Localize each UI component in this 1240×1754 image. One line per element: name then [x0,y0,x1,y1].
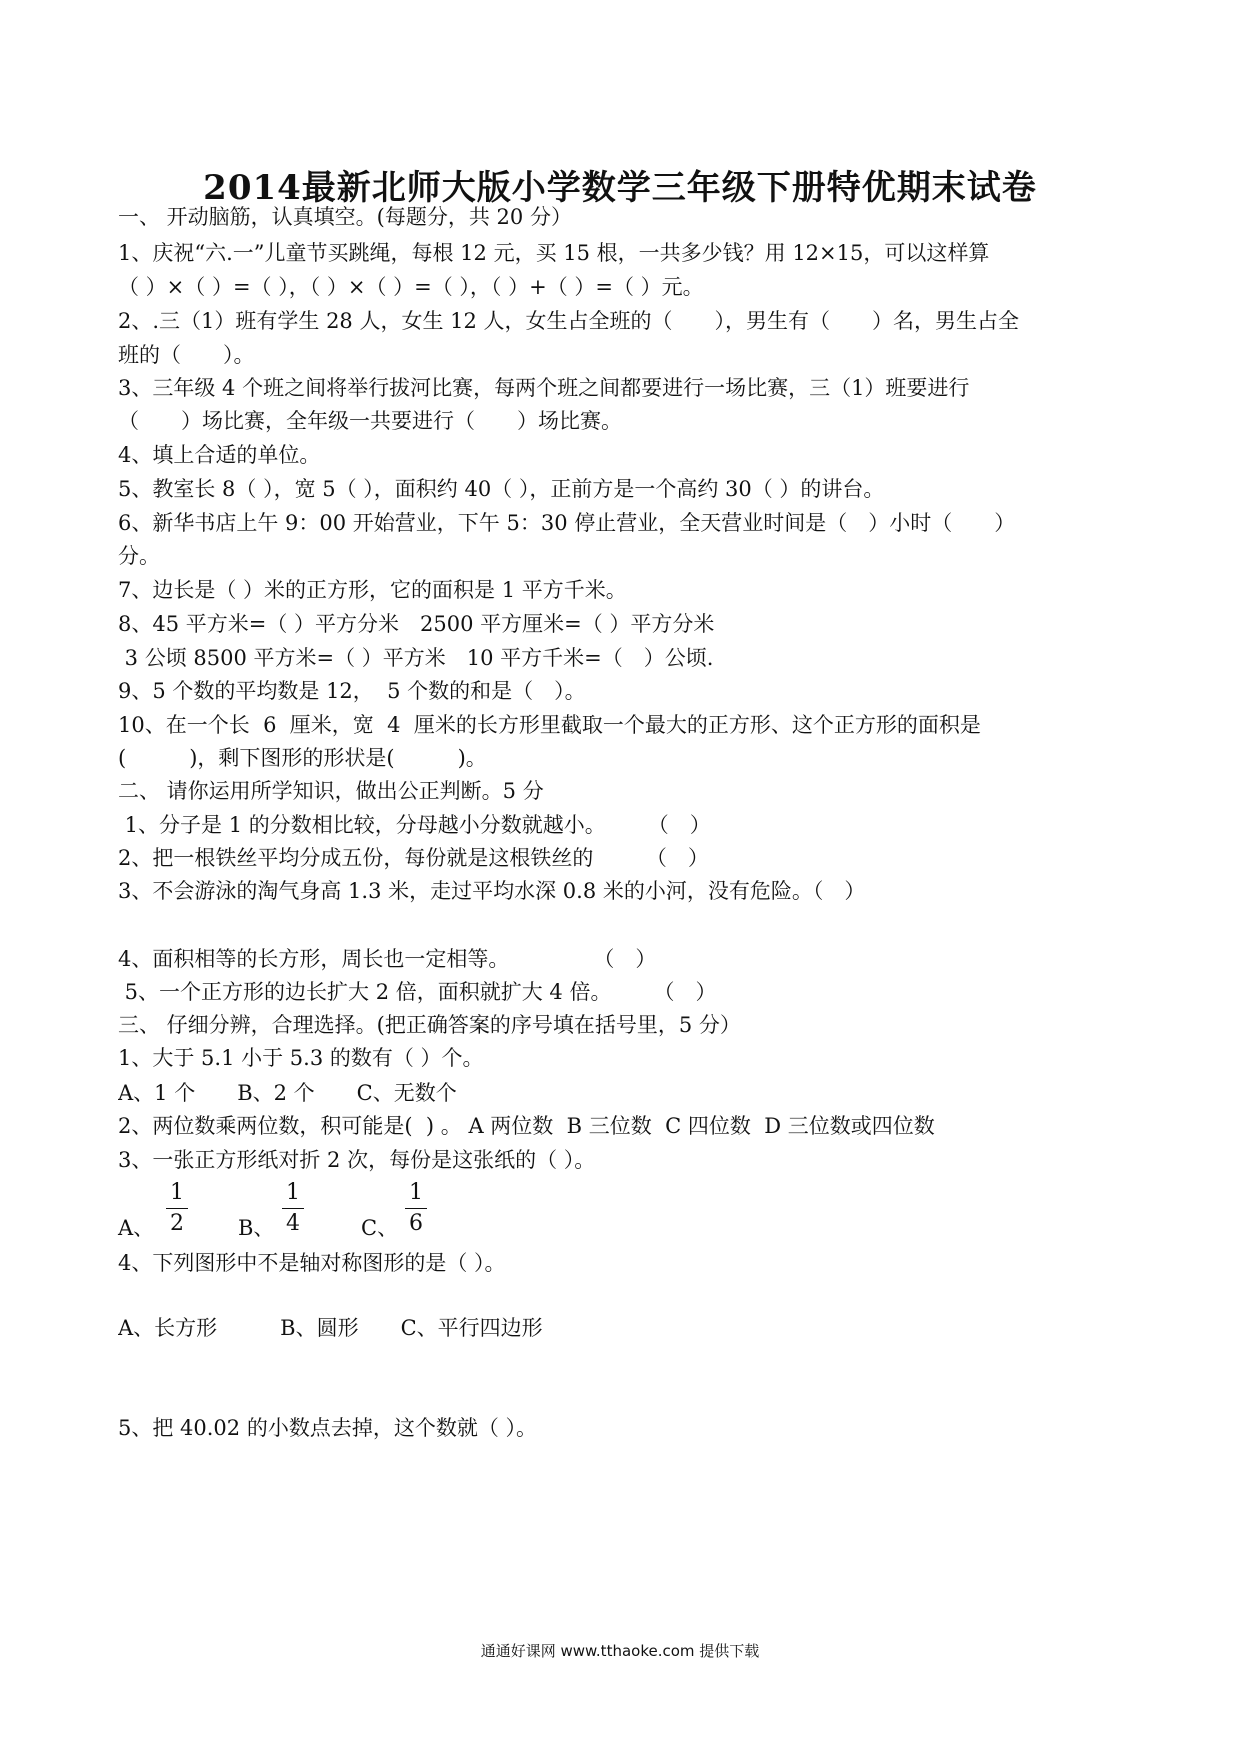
choice-options: A、长方形 B、圆形 C、平行四边形 [118,1316,543,1340]
option-c-label: C、 [361,1216,399,1240]
section-1-heading: 一、 开动脑筋，认真填空。(每题分，共 20 分） [118,205,572,229]
choice-question: 1、大于 5.1 小于 5.3 的数有（ ）个。 [118,1046,484,1070]
fraction-numerator: 1 [409,1180,423,1205]
question-line: 10、在一个长 6 厘米，宽 4 厘米的长方形里截取一个最大的正方形、这个正方形的面积是 [118,713,981,737]
judgement-item: 2、把一根铁丝平均分成五份，每份就是这根铁丝的 （ ） [118,846,709,870]
fraction-denominator: 6 [409,1211,423,1236]
page-title: 2014最新北师大版小学数学三年级下册特优期末试卷 [203,168,1037,208]
question-line: ( )，剩下图形的形状是( )。 [118,746,487,770]
choice-question: 4、下列图形中不是轴对称图形的是（ ）。 [118,1251,506,1275]
choice-question: 2、两位数乘两位数，积可能是( ) 。 A 两位数 B 三位数 C 四位数 D 三位数或四位数 [118,1114,935,1138]
fraction-numerator: 1 [286,1180,300,1205]
question-line: （ ）场比赛，全年级一共要进行（ ）场比赛。 [118,409,622,433]
question-line: 3 公顷 8500 平方米=（ ）平方米 10 平方千米=（ ）公顷. [118,646,714,670]
question-line: 班的（ ）。 [118,343,255,367]
option-c-fraction [405,1180,427,1237]
fraction-bar [282,1208,304,1209]
section-2-heading: 二、 请你运用所学知识，做出公正判断。5 分 [118,779,544,803]
question-line: 分。 [118,544,160,568]
footer-credit: 通通好课网 www.tthaoke.com 提供下载 [480,1642,760,1660]
judgement-item: 1、分子是 1 的分数相比较，分母越小分数就越小。 （ ） [118,813,711,837]
choice-options: A、1 个 B、2 个 C、无数个 [118,1081,457,1105]
option-b-label: B、 [238,1216,275,1240]
fraction-denominator: 2 [170,1211,184,1236]
section-3-heading: 三、 仔细分辨，合理选择。(把正确答案的序号填在括号里，5 分） [118,1013,741,1037]
fraction-bar [166,1208,188,1209]
question-line: 9、5 个数的平均数是 12， 5 个数的和是（ ）。 [118,679,586,703]
choice-question: 3、一张正方形纸对折 2 次，每份是这张纸的（ ）。 [118,1148,596,1172]
question-line: 7、边长是（ ）米的正方形，它的面积是 1 平方千米。 [118,578,627,602]
question-line: 6、新华书店上午 9：00 开始营业，下午 5：30 停止营业，全天营业时间是（ ）小时（ ） [118,511,1016,535]
choice-question: 5、把 40.02 的小数点去掉，这个数就（ ）。 [118,1416,538,1440]
option-b-fraction [282,1180,304,1237]
fraction-denominator: 4 [286,1211,300,1236]
question-line: 8、45 平方米=（ ）平方分米 2500 平方厘米=（ ）平方分米 [118,612,715,636]
question-line: 5、教室长 8（ ），宽 5（ ），面积约 40（ ），正前方是一个高约 30（ ）的讲台。 [118,477,885,501]
fraction-numerator: 1 [170,1180,184,1205]
question-line: （ ）×（ ）=（ ），（ ）×（ ）=（ ），（ ）+（ ）=（ ）元。 [118,275,704,299]
judgement-item: 3、不会游泳的淘气身高 1.3 米，走过平均水深 0.8 米的小河，没有危险。（ ） [118,879,866,903]
question-line: 2、.三（1）班有学生 28 人，女生 12 人，女生占全班的（ ），男生有（ ）名，男生占全 [118,309,1020,333]
judgement-item: 4、面积相等的长方形，周长也一定相等。 （ ） [118,947,657,971]
question-line: 4、填上合适的单位。 [118,443,321,467]
question-line: 1、庆祝“六.一”儿童节买跳绳，每根 12 元，买 15 根，一共多少钱？用 12×15，可以这样算 [118,241,990,265]
judgement-item: 5、一个正方形的边长扩大 2 倍，面积就扩大 4 倍。 （ ） [118,980,717,1004]
fraction-bar [405,1208,427,1209]
option-a-fraction [166,1180,188,1237]
question-line: 3、三年级 4 个班之间将举行拔河比赛，每两个班之间都要进行一场比赛，三（1）班要进行 [118,376,970,400]
option-a-label: A、 [118,1216,155,1240]
